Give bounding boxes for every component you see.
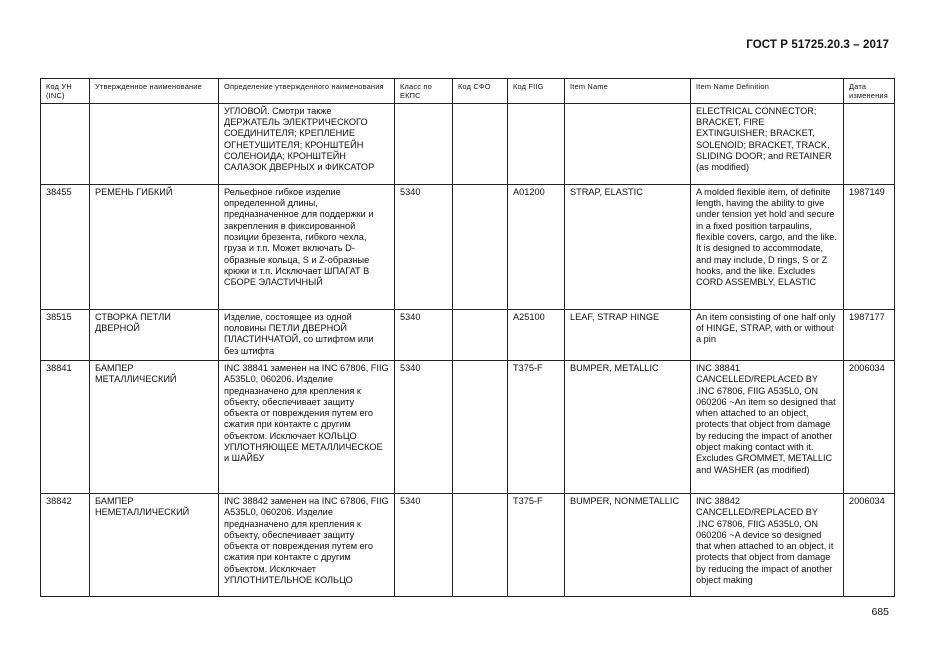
cell-item-name: LEAF, STRAP HINGE xyxy=(565,309,691,360)
page-number: 685 xyxy=(871,606,889,618)
cell-ekps xyxy=(395,103,453,184)
col-header-sfo: Код СФО xyxy=(453,79,508,104)
cell-date: 2006034 xyxy=(844,361,895,494)
table-row xyxy=(41,184,895,309)
cell-sfo xyxy=(453,494,508,597)
cell-date: 1987149 xyxy=(844,184,895,309)
cell-sfo xyxy=(453,103,508,184)
cell-date xyxy=(844,103,895,184)
cell-item-definition: ELECTRICAL CONNECTOR; BRACKET, FIRE EXTINGUISHER; BRACKET, SOLENOID; BRACKET, TRACK, SLIDING DOOR; and RETAINER (as modified) xyxy=(691,103,844,184)
col-header-name: Утвержденное наименование xyxy=(90,79,219,104)
cell-inc xyxy=(41,103,90,184)
cell-item-definition: INC 38842 CANCELLED/REPLACED BY .INC 67806, FIIG A535L0, ON 060206 ~A device so designed that when attached to an object, it protects that object from damage by reducing the impact of another object making xyxy=(691,494,844,597)
cell-fiig: A01200 xyxy=(508,184,565,309)
table-row xyxy=(41,361,895,494)
cell-definition: INC 38841 заменен на INC 67806, FIIG A535L0, 060206. Изделие предназначено для крепления к объекту, обеспечивает защиту объекта от повреждения путем его сжатия при контакте с другим объектом. Исключает КОЛЬЦО УПЛОТНЯЮЩЕЕ МЕТАЛЛИЧЕСКОЕ и ШАЙБУ xyxy=(219,361,395,494)
col-header-ekps: Класс по ЕКПС xyxy=(395,79,453,104)
cell-name: БАМПЕР НЕМЕТАЛЛИЧЕСКИЙ xyxy=(90,494,219,597)
cell-sfo xyxy=(453,361,508,494)
cell-item-name: BUMPER, NONMETALLIC xyxy=(565,494,691,597)
cell-inc: 38841 xyxy=(41,361,90,494)
col-header-item-name: Item Name xyxy=(565,79,691,104)
table-row xyxy=(41,103,895,184)
cell-fiig: T375-F xyxy=(508,361,565,494)
cell-item-definition: An item consisting of one half only of HINGE, STRAP, with or without a pin xyxy=(691,309,844,360)
cell-name: СТВОРКА ПЕТЛИ ДВЕРНОЙ xyxy=(90,309,219,360)
cell-definition: INC 38842 заменен на INC 67806, FIIG A535L0, 060206. Изделие предназначено для крепления к объекту, обеспечивает защиту объекта от повреждения путем его сжатия при контакте с другим объектом. Исключает УПЛОТНИТЕЛЬНОЕ КОЛЬЦО xyxy=(219,494,395,597)
cell-name xyxy=(90,103,219,184)
cell-fiig: T375-F xyxy=(508,494,565,597)
cell-fiig xyxy=(508,103,565,184)
col-header-fiig: Код FIIG xyxy=(508,79,565,104)
cell-item-definition: INC 38841 CANCELLED/REPLACED BY .INC 67806, FIIG A535L0, ON 060206 ~An item so designed that when attached to an object, protects that object from damage by reducing the impact of another object making contact with it. Excludes GROMMET, METALLIC and WASHER (as modified) xyxy=(691,361,844,494)
cell-item-name: BUMPER, METALLIC xyxy=(565,361,691,494)
cell-inc: 38515 xyxy=(41,309,90,360)
cell-inc: 38455 xyxy=(41,184,90,309)
classification-table xyxy=(40,78,895,597)
cell-definition: Изделие, состоящее из одной половины ПЕТЛИ ДВЕРНОЙ ПЛАСТИНЧАТОЙ, со штифтом или без штифта xyxy=(219,309,395,360)
col-header-definition: Определение утвержденного наименования xyxy=(219,79,395,104)
cell-sfo xyxy=(453,309,508,360)
cell-date: 2006034 xyxy=(844,494,895,597)
document-standard-header: ГОСТ Р 51725.20.3 – 2017 xyxy=(746,39,889,51)
table-row xyxy=(41,494,895,597)
cell-name: БАМПЕР МЕТАЛЛИЧЕСКИЙ xyxy=(90,361,219,494)
cell-definition: УГЛОВОЙ. Смотри также ДЕРЖАТЕЛЬ ЭЛЕКТРИЧЕСКОГО СОЕДИНИТЕЛЯ; КРЕПЛЕНИЕ ОГНЕТУШИТЕЛЯ; КРОНШТЕЙН СОЛЕНОИДА; КРОНШТЕЙН САЛАЗОК ДВЕРНЫХ и ФИКСАТОР xyxy=(219,103,395,184)
cell-fiig: A25100 xyxy=(508,309,565,360)
cell-inc: 38842 xyxy=(41,494,90,597)
cell-date: 1987177 xyxy=(844,309,895,360)
cell-ekps: 5340 xyxy=(395,361,453,494)
cell-ekps: 5340 xyxy=(395,184,453,309)
cell-item-name xyxy=(565,103,691,184)
cell-definition: Рельефное гибкое изделие определенной длины, предназначенное для поддержки и закрепления в фиксированной позиции брезента, гибкого чехла, груза и т.п. Может включать D-образные кольца, S и Z-образные крюки и т.п. Исключает ШПАГАТ В СБОРЕ ЭЛАСТИЧНЫЙ xyxy=(219,184,395,309)
cell-ekps: 5340 xyxy=(395,309,453,360)
table-header-row xyxy=(41,79,895,104)
col-header-date: Дата изменения xyxy=(844,79,895,104)
cell-item-name: STRAP, ELASTIC xyxy=(565,184,691,309)
cell-ekps: 5340 xyxy=(395,494,453,597)
col-header-item-definition: Item Name Definition xyxy=(691,79,844,104)
cell-name: РЕМЕНЬ ГИБКИЙ xyxy=(90,184,219,309)
table-row xyxy=(41,309,895,360)
cell-item-definition: A molded flexible item, of definite length, having the ability to give under tension yet hold and secure in a fixed position tarpaulins, flexible covers, cargo, and the like. It is designed to accommodate, and may include, D rings, S or Z hooks, and the like. Excludes CORD ASSEMBLY, ELASTIC xyxy=(691,184,844,309)
cell-sfo xyxy=(453,184,508,309)
col-header-inc: Код УН (INC) xyxy=(41,79,90,104)
